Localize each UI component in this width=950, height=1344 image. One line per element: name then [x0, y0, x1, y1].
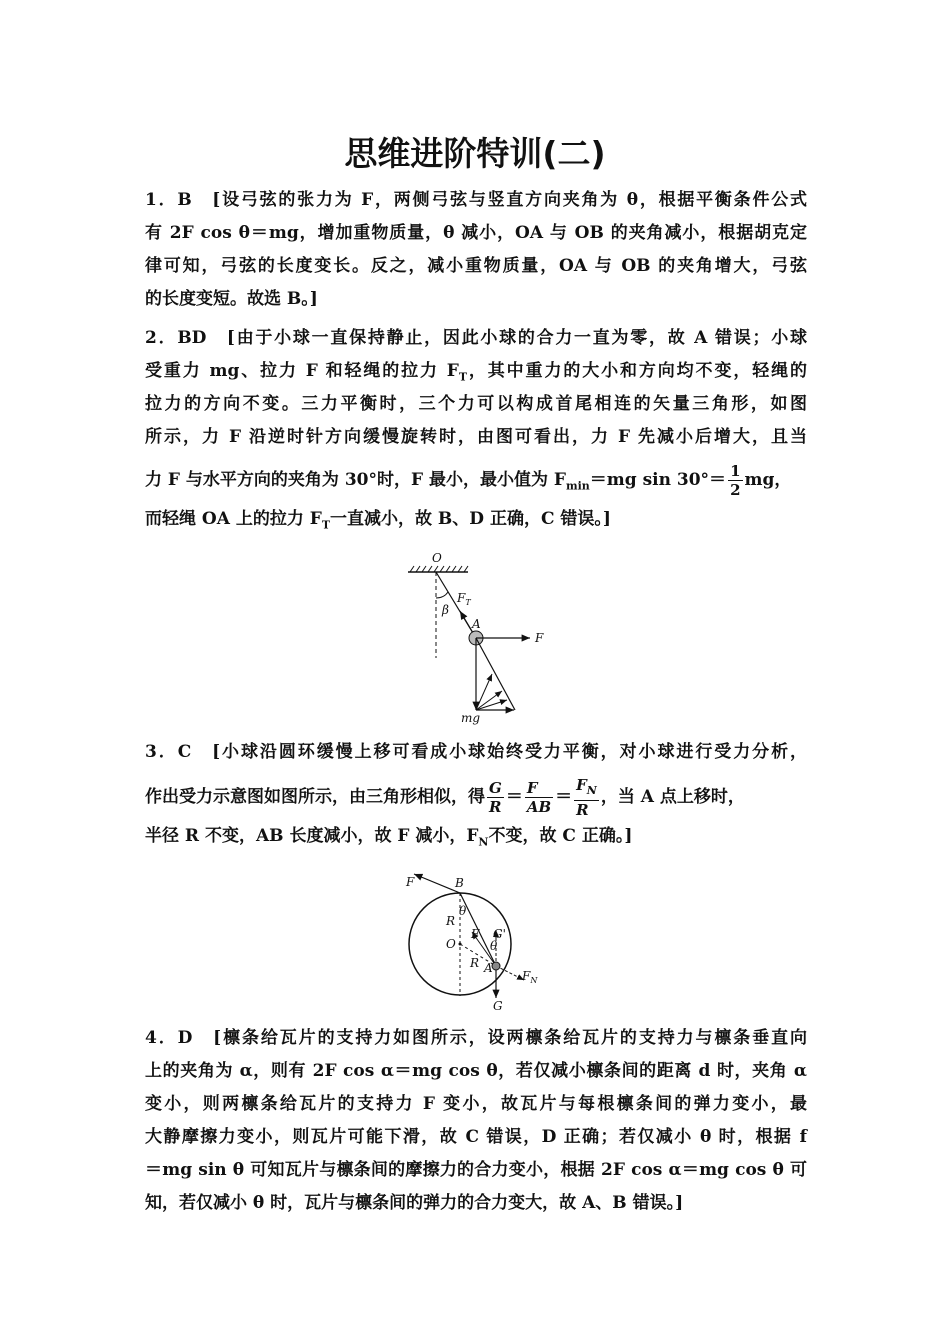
ceiling-hatch: [410, 566, 468, 572]
answer-4-line-6: 知，若仅减小 θ 时，瓦片与檩条间的弹力的合力变大，故 A、B 错误。]: [145, 1193, 684, 1213]
frac2-num: F: [525, 779, 553, 798]
answer-1-line-3: 律可知，弓弦的长度变长。反之，减小重物质量，OA 与 OB 的夹角增大，弓弦: [145, 256, 807, 276]
label-o: O: [432, 551, 442, 565]
frac3-num: $F_N$: [574, 776, 599, 801]
label-mg: mg: [461, 711, 481, 725]
answer-3-line-3: [145, 820, 807, 853]
answer-3-line-2-a: 作出受力示意图如图所示，由三角形相似，得: [145, 787, 485, 807]
label-fn: $F_N$: [522, 969, 538, 985]
answer-2-line-5-b: ＝mg sin 30°＝: [589, 470, 727, 490]
answer-2-line-6-a: 而轻绳 OA 上的拉力 F: [145, 509, 322, 529]
answer-4-line-4: 大静摩擦力变小，则瓦片可能下滑，故 C 错误，D 正确；若仅减小 θ 时，根据 f: [145, 1127, 807, 1147]
answer-3-line-3-a: 半径 R 不变，AB 长度减小，故 F 减小，F: [145, 826, 479, 846]
label-r1: R: [446, 914, 456, 928]
answer-1-line-4: 的长度变短。故选 B。]: [145, 289, 318, 309]
label-f: F: [535, 631, 544, 645]
label-b: B: [455, 876, 464, 890]
beta-angle-arc: [436, 592, 448, 598]
answer-3-line-2-b: ，当 A 点上移时，: [600, 787, 745, 807]
label-beta: β: [442, 603, 449, 617]
normal-force-arrow: [496, 966, 524, 980]
fraction-numerator: 1: [730, 462, 741, 480]
label-a: A: [472, 617, 481, 631]
answer-2-line-2-b: ，其中重力的大小和方向均不变，轻绳的: [467, 361, 808, 381]
answer-3-line-3-b: 不变，故 C 正确。]: [488, 826, 633, 846]
figure-2-circle-diagram: [398, 868, 568, 1018]
page-title: 思维进阶特训(二): [344, 134, 606, 173]
ball-a: [492, 962, 500, 970]
center-o: [459, 943, 462, 946]
answer-2-line-3: 拉力的方向不变。三力平衡时，三个力可以构成首尾相连的矢量三角形，如图: [145, 394, 807, 414]
label-a: A: [484, 961, 493, 975]
tension-subscript: T: [458, 370, 467, 384]
fraction-denominator: 2: [730, 481, 741, 499]
answer-1-line-1: 1．B [设弓弦的张力为 F，两侧弓弦与竖直方向夹角为 θ，根据平衡条件公式: [145, 190, 807, 210]
answer-2-line-4: 所示，力 F 沿逆时针方向缓慢旋转时，由图可看出，力 F 先减小后增大，且当: [145, 427, 807, 447]
normal-subscript: N: [478, 835, 489, 849]
answer-1-line-2: 有 2F cos θ＝mg，增加重物质量，θ 减小，OA 与 OB 的夹角减小，根据胡克定: [145, 223, 807, 243]
label-ft: $F_T$: [457, 591, 471, 607]
label-g: G: [493, 999, 503, 1013]
frac2-den: AB: [526, 798, 552, 816]
frac1-den: R: [489, 798, 502, 816]
fraction-f-ab: [525, 779, 553, 816]
fraction-g-r: [487, 779, 504, 816]
label-o: O: [446, 937, 456, 951]
label-theta2: θ: [490, 939, 498, 953]
min-subscript: min: [565, 479, 590, 493]
label-g-prime: G': [493, 927, 506, 941]
triangle-side: [476, 638, 515, 710]
label-f2: F: [471, 927, 480, 941]
answer-2-line-2-a: 受重力 mg、拉力 F 和轻绳的拉力 F: [145, 361, 459, 381]
rotating-force-arrow-3: [476, 700, 507, 710]
answer-2-line-5-c: mg，: [744, 470, 792, 490]
answer-2-line-6: [145, 503, 807, 536]
answer-2-line-2: [145, 355, 807, 388]
tension-subscript-2: T: [321, 518, 331, 532]
equals-2: ＝: [555, 787, 573, 807]
answer-2: [145, 322, 807, 536]
answer-3-line-2: [145, 775, 807, 820]
frac1-num: G: [489, 779, 502, 797]
answer-3: [145, 736, 807, 853]
answer-4-line-1: 4．D [檩条给瓦片的支持力如图所示，设两檩条给瓦片的支持力与檩条垂直向: [145, 1028, 807, 1048]
pull-force-arrow: [414, 874, 460, 893]
answer-2-line-5-a: 力 F 与水平方向的夹角为 30°时，F 最小，最小值为 F: [145, 470, 566, 490]
answer-2-line-5: [145, 458, 807, 503]
label-theta: θ: [459, 904, 467, 918]
answer-3-line-1: 3．C [小球沿圆环缓慢上移可看成小球始终受力平衡，对小球进行受力分析，: [145, 742, 807, 762]
frac3-den: R: [576, 801, 589, 819]
equals-1: ＝: [505, 787, 523, 807]
half-fraction: [728, 462, 742, 499]
answer-2-line-1: 2．BD [由于小球一直保持静止，因此小球的合力一直为零，故 A 错误；小球: [145, 328, 807, 348]
label-f: F: [406, 875, 415, 889]
answer-4-line-5: ＝mg sin θ 可知瓦片与檩条间的摩擦力的合力变小，根据 2F cos α＝mg cos θ 可: [145, 1160, 807, 1180]
answer-1: [145, 184, 807, 316]
answer-4-line-3: 变小，则两檩条给瓦片的支持力 F 变小，故瓦片与每根檩条间的弹力变小，最: [145, 1094, 807, 1114]
answer-4-line-2: 上的夹角为 α，则有 2F cos α＝mg cos θ，若仅减小檩条间的距离 d 时，夹角 α: [145, 1061, 807, 1081]
answer-2-line-6-b: 一直减小，故 B、D 正确，C 错误。]: [330, 509, 611, 529]
fraction-fn-r: [574, 776, 599, 819]
answer-4: [145, 1022, 807, 1220]
label-r2: R: [470, 956, 480, 970]
figure-1-force-diagram: [400, 548, 580, 728]
